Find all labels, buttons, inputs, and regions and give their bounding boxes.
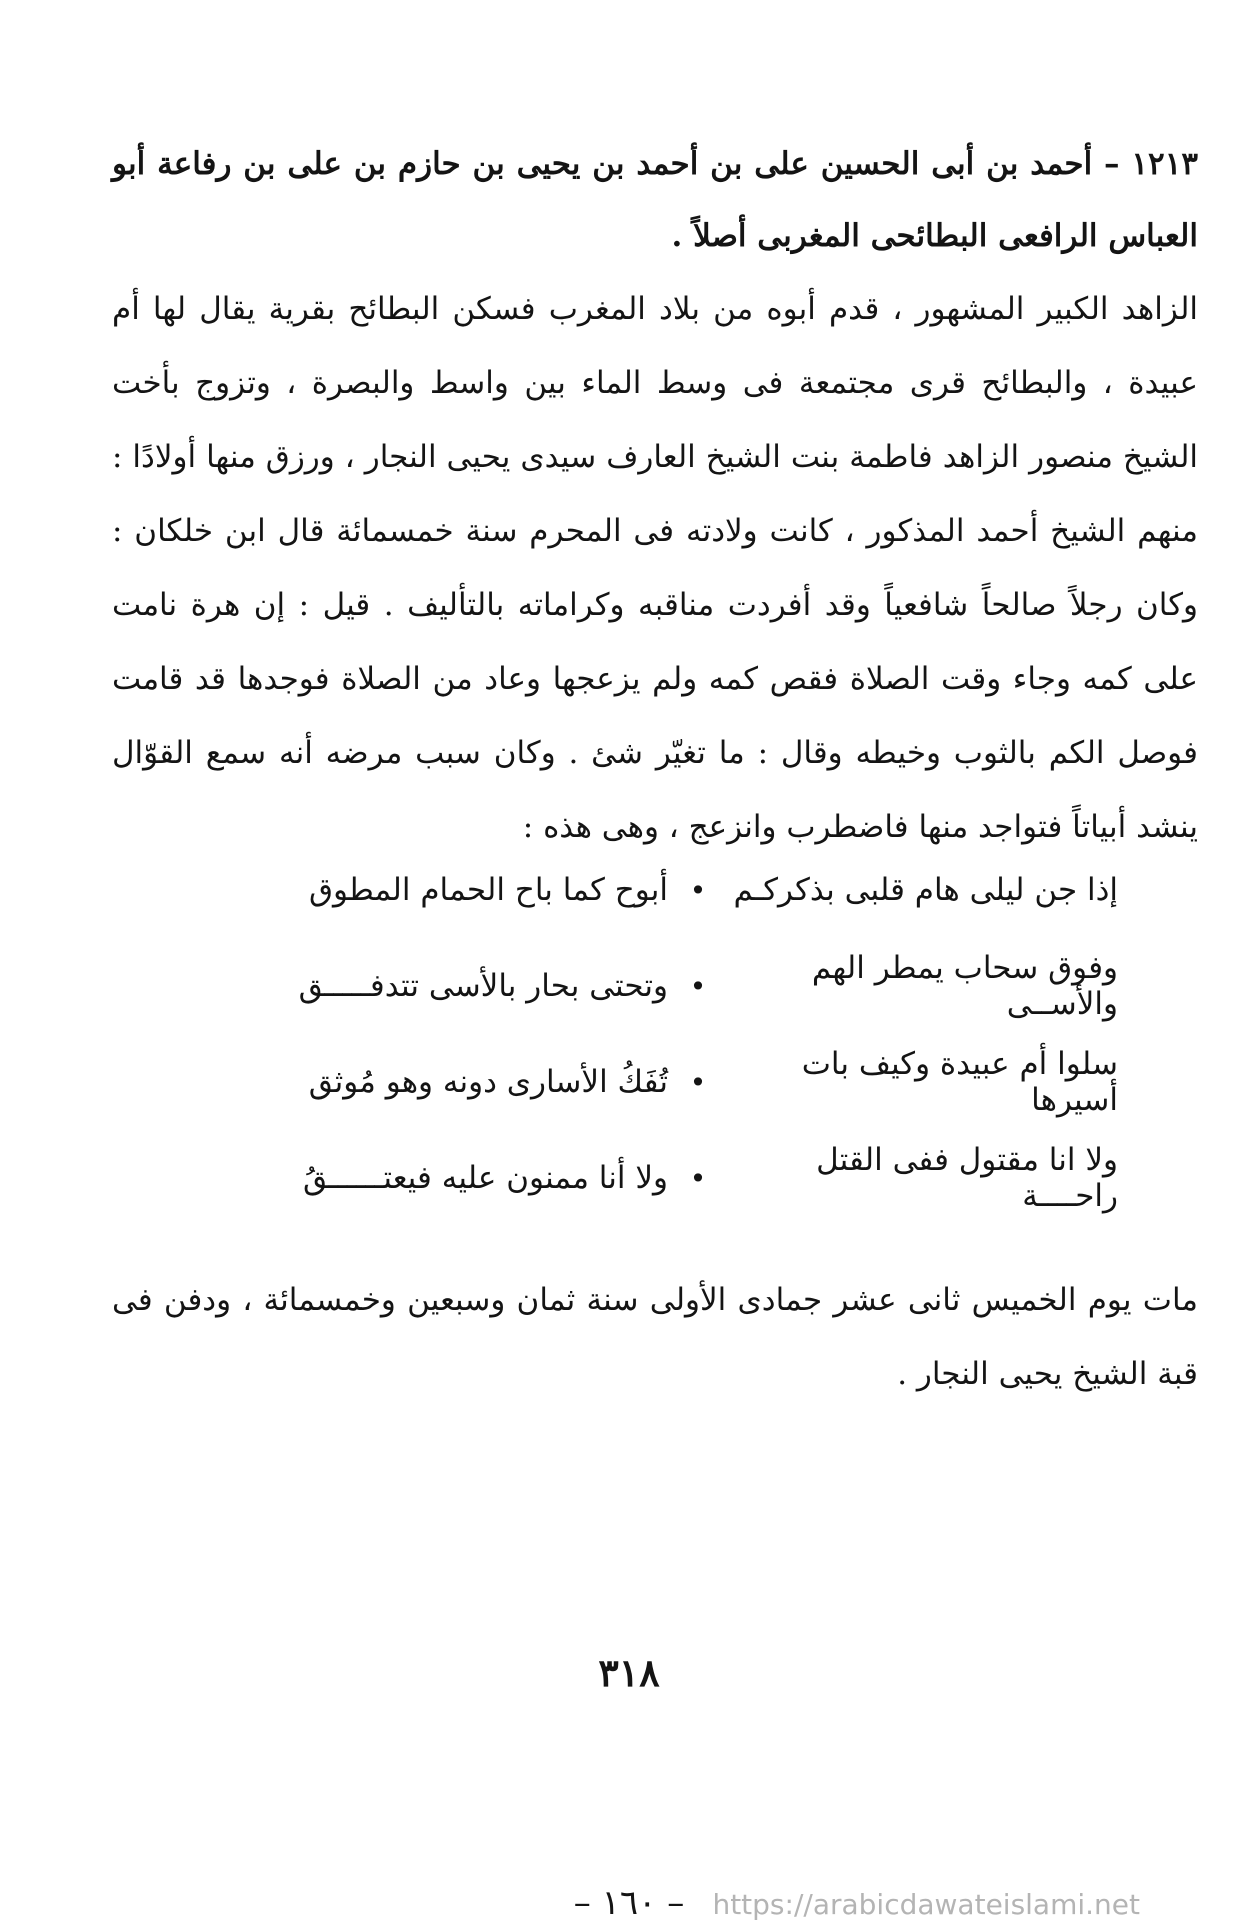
verse-separator: •	[689, 1161, 707, 1195]
poem-verse	[258, 938, 1118, 1034]
verse-separator: •	[689, 969, 707, 1003]
watermark-url: https://arabicdawateislami.net	[712, 1888, 1140, 1921]
entry-title: – أحمد بن أبى الحسين على بن أحمد بن يحيى بن حازم بن على بن رفاعة أبو العباس الرافعى البطائحى المغربى أصلاً .	[112, 146, 1198, 254]
poem-verse	[258, 842, 1118, 938]
page-number: ٣١٨	[598, 1650, 660, 1695]
poem	[258, 842, 1118, 1226]
verse-second-half: تُفَكُ الأسارى دونه وهو مُوثق	[308, 1064, 668, 1100]
verse-second-half: ولا أنا ممنون عليه فيعتــــــقُ	[303, 1160, 668, 1196]
verse-first-half: وفوق سحاب يمطر الهم والأســى	[811, 950, 1118, 1022]
closing-paragraph: مات يوم الخميس ثانى عشر جمادى الأولى سنة ثمان وسبعين وخمسمائة ، ودفن فى قبة الشيخ يحيى النجار .	[112, 1282, 1198, 1392]
verse-first-half: ولا انا مقتول ففى القتل راحــــة	[816, 1142, 1118, 1214]
verse-second-half: أبوح كما باح الحمام المطوق	[309, 872, 668, 908]
biography-paragraph: الزاهد الكبير المشهور ، قدم أبوه من بلاد المغرب فسكن البطائح بقرية يقال لها أم عبيدة ، والبطائح قرى مجتمعة فى وسط الماء بين واسط والبصرة ، وتزوج بأخت الشيخ منصور الزاهد فاطمة بنت الشيخ العارف سيدى يحيى النجار ، ورزق منها أولادًا : منهم الشيخ أحمد المذكور ، كانت ولادته فى المحرم سنة خمسمائة قال ابن خلكان : وكان رجلاً صالحاً شافعياً وقد أفردت مناقبه وكراماته بالتأليف . قيل : إن هرة نامت على كمه وجاء وقت الصلاة فقص كمه ولم يزعجها وعاد من الصلاة فوجدها قد قامت فوصل الكم بالثوب وخيطه وقال : ما تغيّر شئ . وكان سبب مرضه أنه سمع القوّال ينشد أبياتاً فتواجد منها فاضطرب وانزعج ، وهى هذه :	[112, 291, 1198, 845]
poem-verse	[258, 1034, 1118, 1130]
footer-page-number: – ١٦٠ –	[573, 1883, 685, 1923]
verse-separator: •	[689, 873, 707, 907]
main-text	[112, 128, 1198, 864]
verse-first-half: سلوا أم عبيدة وكيف بات أسيرها	[801, 1046, 1118, 1118]
verse-second-half: وتحتى بحار بالأسى تتدفـــــق	[298, 968, 668, 1004]
entry-number: ١٢١٣	[1131, 146, 1199, 182]
poem-verse	[258, 1130, 1118, 1226]
entry-heading	[112, 128, 1198, 272]
verse-first-half: إذا جن ليلى هام قلبى بذكركـم	[733, 872, 1118, 908]
verse-separator: •	[689, 1065, 707, 1099]
